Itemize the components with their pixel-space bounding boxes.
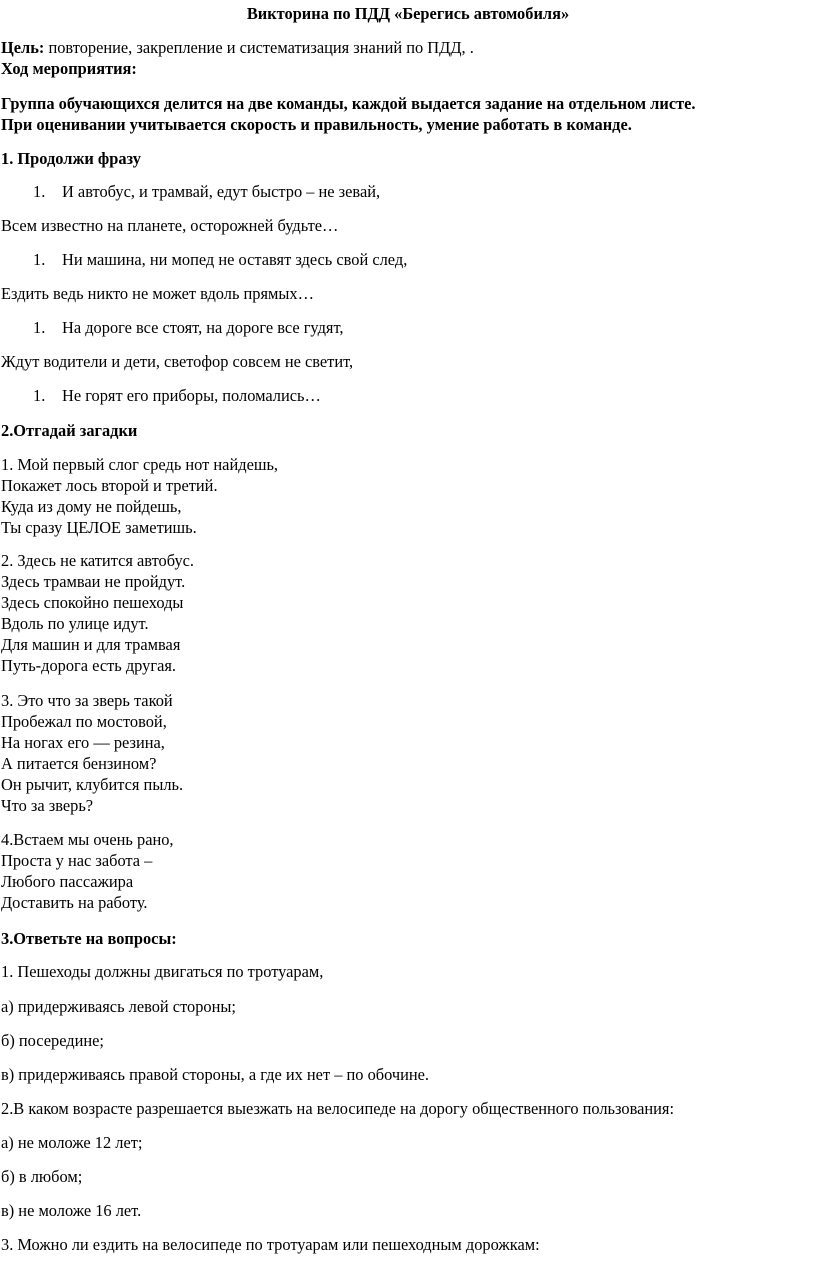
- section3-heading: 3.Ответьте на вопросы:: [1, 929, 177, 948]
- riddle-line: 1. Мой первый слог средь нот найдешь,: [1, 455, 279, 474]
- goal-text: повторение, закрепление и систематизация знаний по ПДД, .: [44, 38, 474, 57]
- riddle-line: Путь-дорога есть другая.: [1, 656, 176, 675]
- list-number: 1.: [33, 182, 46, 201]
- question-line: 2.В каком возрасте разрешается выезжать на велосипеде на дорогу общественного пользования:: [1, 1099, 675, 1118]
- riddle-line: 4.Встаем мы очень рано,: [1, 830, 174, 849]
- riddle-3: [1, 690, 183, 816]
- riddle-line: Пробежал по мостовой,: [1, 712, 167, 731]
- answer-option: в) не моложе 16 лет.: [1, 1201, 142, 1220]
- phrase-continuation: Всем известно на планете, осторожней будьте…: [1, 216, 339, 235]
- answer-option: б) посередине;: [1, 1031, 104, 1050]
- section1-heading: 1. Продолжи фразу: [1, 149, 141, 168]
- question-line: 3. Можно ли ездить на велосипеде по тротуарам или пешеходным дорожкам:: [1, 1235, 540, 1254]
- intro-line-1: Группа обучающихся делится на две команды, каждой выдается задание на отдельном листе.: [1, 94, 696, 113]
- answer-option: а) не моложе 12 лет;: [1, 1133, 143, 1152]
- event-heading: Ход мероприятия:: [1, 59, 137, 78]
- riddle-line: Доставить на работу.: [1, 893, 148, 912]
- riddle-line: 2. Здесь не катится автобус.: [1, 551, 195, 570]
- riddle-line: Проста у нас забота –: [1, 851, 153, 870]
- answer-option: а) придерживаясь левой стороны;: [1, 997, 236, 1016]
- riddle-4: [1, 829, 174, 913]
- phrase-line: И автобус, и трамвай, едут быстро – не зевай,: [62, 182, 381, 201]
- riddle-line: Покажет лось второй и третий.: [1, 476, 218, 495]
- riddle-line: На ногах его — резина,: [1, 733, 165, 752]
- riddle-line: Он рычит, клубится пыль.: [1, 775, 184, 794]
- list-number: 1.: [33, 386, 46, 405]
- riddle-line: Для машин и для трамвая: [1, 635, 181, 654]
- phrase-line: Не горят его приборы, поломались…: [62, 386, 321, 405]
- list-number: 1.: [33, 250, 46, 269]
- list-number: 1.: [33, 318, 46, 337]
- document-title: Викторина по ПДД «Берегись автомобиля»: [246, 4, 570, 23]
- answer-option: в) придерживаясь правой стороны, а где их нет – по обочине.: [1, 1065, 430, 1084]
- riddle-line: Куда из дому не пойдешь,: [1, 497, 182, 516]
- phrase-line: Ни машина, ни мопед не оставят здесь свой след,: [62, 250, 408, 269]
- riddle-line: Здесь спокойно пешеходы: [1, 593, 184, 612]
- question-line: 1. Пешеходы должны двигаться по тротуарам,: [1, 962, 324, 981]
- riddle-line: А питается бензином?: [1, 754, 157, 773]
- riddle-1: [1, 454, 278, 538]
- riddle-line: Что за зверь?: [1, 796, 94, 815]
- riddle-line: 3. Это что за зверь такой: [1, 691, 173, 710]
- riddle-line: Любого пассажира: [1, 872, 134, 891]
- intro-line-2: При оценивании учитывается скорость и правильность, умение работать в команде.: [1, 115, 632, 134]
- goal-line: [1, 37, 474, 58]
- phrase-line: На дороге все стоят, на дороге все гудят,: [62, 318, 344, 337]
- riddle-line: Вдоль по улице идут.: [1, 614, 149, 633]
- goal-label: Цель:: [1, 38, 45, 57]
- answer-option: б) в любом;: [1, 1167, 83, 1186]
- phrase-continuation: Ждут водители и дети, светофор совсем не светит,: [1, 352, 354, 371]
- riddle-2: [1, 550, 194, 676]
- phrase-continuation: Ездить ведь никто не может вдоль прямых…: [1, 284, 315, 303]
- riddle-line: Ты сразу ЦЕЛОЕ заметишь.: [1, 518, 197, 537]
- section2-heading: 2.Отгадай загадки: [1, 421, 138, 440]
- riddle-line: Здесь трамваи не пройдут.: [1, 572, 186, 591]
